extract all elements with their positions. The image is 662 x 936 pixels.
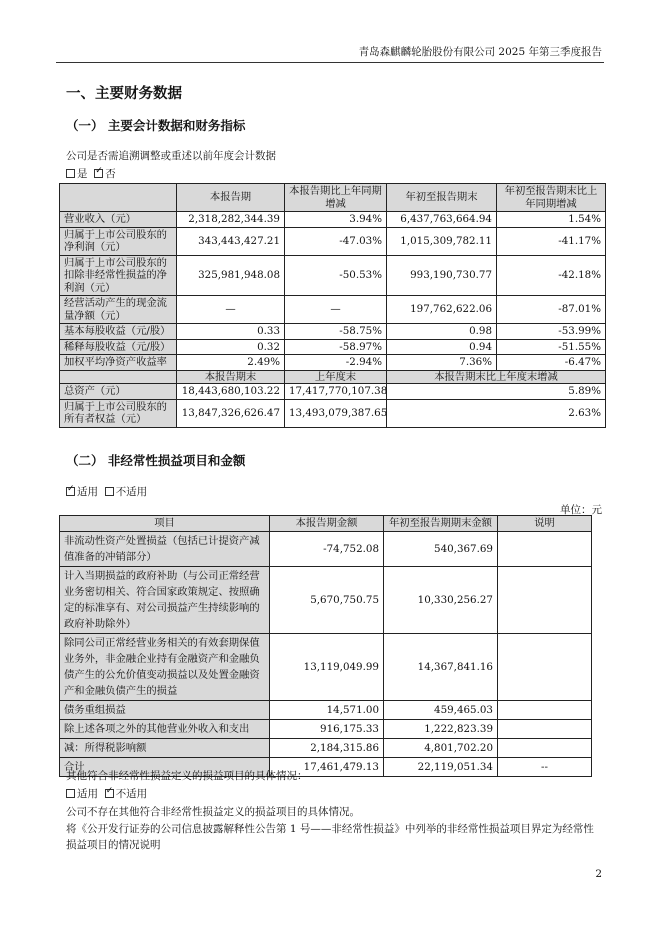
label-yes: 是: [77, 168, 88, 180]
table-row: [60, 738, 592, 757]
table-cell: —: [285, 296, 387, 324]
table-row: [60, 227, 606, 255]
label-not-applicable: 不适用: [115, 486, 148, 498]
table-cell: 13,493,079,387.65: [285, 399, 387, 427]
row-label: 减：所得税影响额: [60, 738, 270, 757]
table-header-cell: 本报告期比上年同期增减: [285, 184, 387, 212]
table-cell: 17,461,479.13: [270, 757, 384, 776]
table-cell: -6.47%: [497, 355, 606, 371]
table-header-cell: 本报告期末比上年度末增减: [387, 370, 606, 384]
row-label: 合计: [60, 757, 270, 776]
financial-data-table: [59, 183, 606, 428]
table-cell: 14,571.00: [270, 700, 384, 719]
table-cell: -47.03%: [285, 227, 387, 255]
page-header: 青岛森麒麟轮胎股份有限公司 2025 年第三季度报告: [358, 46, 602, 58]
table-cell: 2.49%: [177, 355, 285, 371]
table-cell: 6,437,763,664.94: [387, 212, 497, 228]
table-cell: 0.32: [177, 339, 285, 355]
table-header-cell: [60, 370, 177, 384]
table-cell: 993,190,730.77: [387, 255, 497, 296]
other-items-question: 其他符合非经常性损益定义的损益项目的具体情况：: [66, 770, 308, 782]
table-header-cell: 年初至报告期期末金额: [384, 516, 498, 532]
table-cell: 2,184,315.86: [270, 738, 384, 757]
row-label: 除同公司正常经营业务相关的有效套期保值业务外，非金融企业持有金融资产和金融负债产生的公允价值变动损益以及处置金融资产和金融负债产生的损益: [60, 633, 270, 700]
non-recurring-items-table: [59, 515, 592, 777]
table-cell: --: [498, 757, 592, 776]
table-cell: 0.33: [177, 324, 285, 340]
table-row: [60, 355, 606, 371]
table-cell: 13,119,049.99: [270, 633, 384, 700]
table-cell: 325,981,948.08: [177, 255, 285, 296]
table-cell: 1.54%: [497, 212, 606, 228]
subsection-title-1: （一） 主要会计数据和财务指标: [66, 118, 246, 133]
table-cell: —: [177, 296, 285, 324]
table-cell: 540,367.69: [384, 531, 498, 566]
table-cell: -53.99%: [497, 324, 606, 340]
table-header-cell: 项目: [60, 516, 270, 532]
unit-label: 单位：元: [560, 504, 602, 516]
row-label: 经营活动产生的现金流量净额（元）: [60, 296, 177, 324]
table-cell: -41.17%: [497, 227, 606, 255]
table-header-cell: 年初至报告期末: [387, 184, 497, 212]
checkbox-not-applicable-2[interactable]: [105, 789, 114, 798]
row-label: 基本每股收益（元/股）: [60, 324, 177, 340]
row-label: 归属于上市公司股东的净利润（元）: [60, 227, 177, 255]
table-cell: 1,015,309,782.11: [387, 227, 497, 255]
table-header-cell: 年初至报告期末比上年同期增减: [497, 184, 606, 212]
section-title: 一、主要财务数据: [66, 85, 182, 102]
table-cell: 3.94%: [285, 212, 387, 228]
table-header-cell: 本报告期: [177, 184, 285, 212]
table-cell: -58.75%: [285, 324, 387, 340]
table-row: [60, 633, 592, 700]
table-row: [60, 399, 606, 427]
table-row: [60, 339, 606, 355]
row-label: 稀释每股收益（元/股）: [60, 339, 177, 355]
table-cell: 4,801,702.20: [384, 738, 498, 757]
table-cell: -50.53%: [285, 255, 387, 296]
row-label: 归属于上市公司股东的扣除非经常性损益的净利润（元）: [60, 255, 177, 296]
table-cell: 2,318,282,344.39: [177, 212, 285, 228]
table-cell: 916,175.33: [270, 719, 384, 738]
table-cell: 0.98: [387, 324, 497, 340]
checkbox-applicable-2[interactable]: [66, 789, 75, 798]
page-number: 2: [595, 868, 602, 880]
table-cell: 197,762,622.06: [387, 296, 497, 324]
table-cell: 13,847,326,626.47: [177, 399, 285, 427]
table-row: [60, 324, 606, 340]
label-no: 否: [105, 168, 116, 180]
table-cell: 5.89%: [387, 384, 606, 400]
label-not-applicable-2: 不适用: [115, 788, 148, 800]
label-applicable: 适用: [77, 486, 98, 498]
table-cell: 0.94: [387, 339, 497, 355]
checkbox-no[interactable]: [94, 169, 103, 178]
applicable-options: [66, 484, 147, 499]
checkbox-applicable[interactable]: [66, 487, 75, 496]
restate-question: 公司是否需追溯调整或重述以前年度会计数据: [66, 150, 276, 162]
table-row: [60, 531, 592, 566]
row-label: 加权平均净资产收益率: [60, 355, 177, 371]
row-label: 营业收入（元）: [60, 212, 177, 228]
table-cell: -42.18%: [497, 255, 606, 296]
row-label: 归属于上市公司股东的所有者权益（元）: [60, 399, 177, 427]
table-cell: 1,222,823.39: [384, 719, 498, 738]
table-cell: [498, 700, 592, 719]
table-cell: 10,330,256.27: [384, 566, 498, 633]
row-label: 除上述各项之外的其他营业外收入和支出: [60, 719, 270, 738]
table-cell: 2.63%: [387, 399, 606, 427]
table-header-cell: 上年度末: [285, 370, 387, 384]
table-cell: [498, 633, 592, 700]
table-row: [60, 700, 592, 719]
subsection-title-2: （二） 非经常性损益项目和金额: [66, 453, 246, 468]
table-header-cell: [60, 184, 177, 212]
table-header-cell: 说明: [498, 516, 592, 532]
table-cell: [498, 719, 592, 738]
table-cell: -2.94%: [285, 355, 387, 371]
other-items-options: [66, 786, 147, 801]
restate-options: [66, 166, 116, 181]
label-applicable-2: 适用: [77, 788, 98, 800]
reclass-note: 将《公开发行证券的公司信息披露解释性公告第 1 号——非经常性损益》中列举的非经常性损益项目界定为经常性损益项目的情况说明: [66, 823, 594, 851]
table-cell: 459,465.03: [384, 700, 498, 719]
table-row: [60, 384, 606, 400]
table-cell: 18,443,680,103.22: [177, 384, 285, 400]
checkbox-not-applicable[interactable]: [105, 487, 114, 496]
table-cell: 7.36%: [387, 355, 497, 371]
table-cell: 14,367,841.16: [384, 633, 498, 700]
checkbox-yes[interactable]: [66, 169, 75, 178]
table-subheader-row: [60, 370, 606, 384]
table-cell: 5,670,750.75: [270, 566, 384, 633]
table-cell: [498, 566, 592, 633]
row-label: 计入当期损益的政府补助（与公司正常经营业务密切相关、符合国家政策规定、按照确定的标准享有、对公司损益产生持续影响的政府补助除外）: [60, 566, 270, 633]
table-header-cell: 本报告期末: [177, 370, 285, 384]
header-divider: [56, 62, 604, 63]
table-row: [60, 566, 592, 633]
table-row: [60, 296, 606, 324]
table-row: [60, 212, 606, 228]
table-cell: 17,417,770,107.38: [285, 384, 387, 400]
table-row: [60, 255, 606, 296]
table-row: [60, 719, 592, 738]
table-cell: 343,443,427.21: [177, 227, 285, 255]
table-header-cell: 本报告期金额: [270, 516, 384, 532]
table-cell: -51.55%: [497, 339, 606, 355]
table-cell: -87.01%: [497, 296, 606, 324]
row-label: 非流动性资产处置损益（包括已计提资产减值准备的冲销部分）: [60, 531, 270, 566]
other-items-statement: 公司不存在其他符合非经常性损益定义的损益项目的具体情况。: [66, 806, 360, 818]
table-cell: 22,119,051.34: [384, 757, 498, 776]
table-cell: -74,752.08: [270, 531, 384, 566]
row-label: 总资产（元）: [60, 384, 177, 400]
table-cell: [498, 738, 592, 757]
row-label: 债务重组损益: [60, 700, 270, 719]
table-cell: [498, 531, 592, 566]
table-cell: -58.97%: [285, 339, 387, 355]
